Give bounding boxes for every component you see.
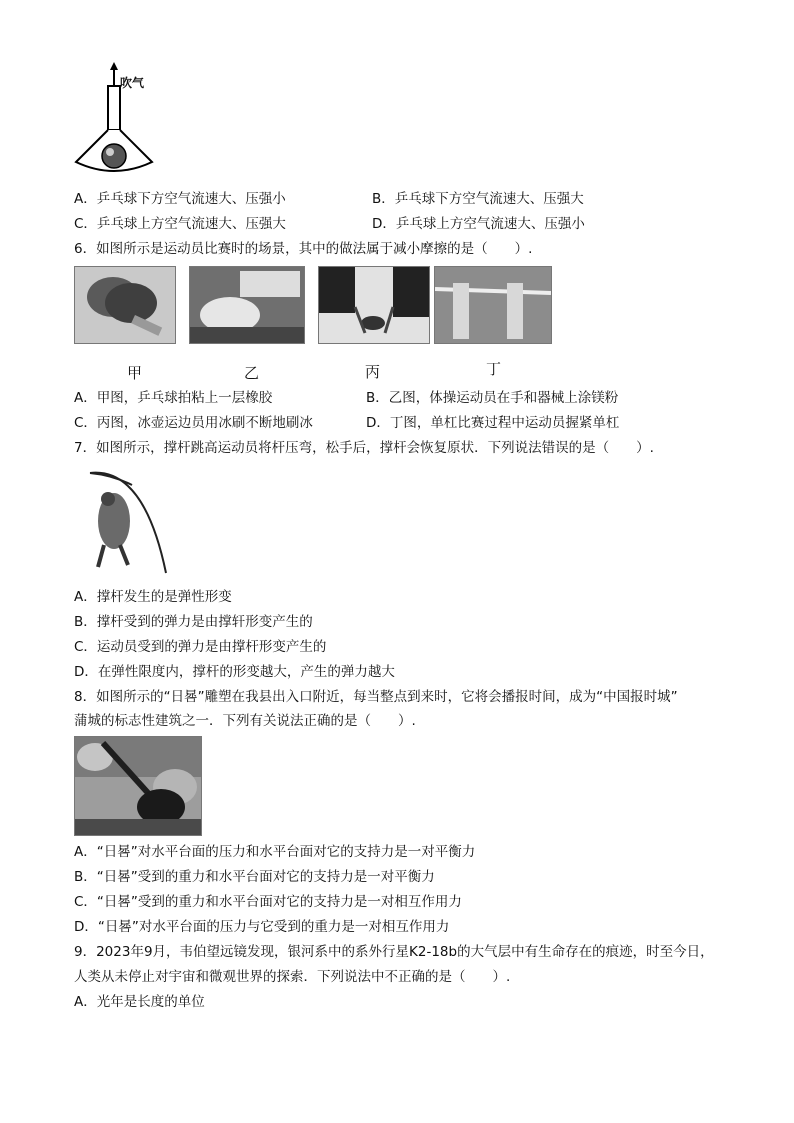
q6-photo-paddles [74,266,176,344]
q7-option-d: D．在弹性限度内，撑杆的形变越大，产生的弹力越大 [74,664,395,680]
funnel-tube [108,86,120,130]
q8-option-b: B．“日晷”受到的重力和水平台面对它的支持力是一对平衡力 [74,869,435,885]
q6-photo-curling [318,266,430,344]
q8-stem-line1: 8．如图所示的“日晷”雕塑在我县出入口附近，每当整点到来时，它将会播报时间，成为“中国报时城” [74,689,678,705]
sundial-drawing [75,737,201,835]
q6-caption-yi: 乙 [244,364,260,382]
q5-option-b: B．乒乓球下方空气流速大、压强大 [372,191,584,207]
blow-label: 吹气 [120,76,145,90]
ping-pong-ball [102,144,126,168]
q6-option-a: A．甲图，乒乓球拍粘上一层橡胶 [74,390,273,406]
q6-option-d: D．丁图，单杠比赛过程中运动员握紧单杠 [366,415,620,431]
q9-option-a: A．光年是长度的单位 [74,994,205,1010]
q6-caption-ding: 丁 [486,360,502,378]
air-arrow-head [110,62,118,70]
bar-drawing [435,267,551,343]
ball-highlight [106,148,114,156]
q5-option-d: D．乒乓球上方空气流速大、压强小 [372,216,585,232]
q5-option-c: C．乒乓球上方空气流速大、压强大 [74,216,286,232]
q7-stem: 7．如图所示，撑杆跳高运动员将杆压弯，松手后，撑杆会恢复原状．下列说法错误的是（ ）. [74,440,654,456]
q7-option-a: A．撑杆发生的是弹性形变 [74,589,232,605]
q6-stem: 6．如图所示是运动员比赛时的场景，其中的做法属于减小摩擦的是（ ）. [74,241,533,257]
q9-stem-line1: 9．2023年9月，韦伯望远镜发现，银河系中的系外行星K2-18b的大气层中有生命存在的痕迹，时至今日， [74,944,714,960]
paddles-drawing [75,267,175,343]
q8-option-c: C．“日晷”受到的重力和水平台面对它的支持力是一对相互作用力 [74,894,462,910]
q8-stem-line2: 蒲城的标志性建筑之一．下列有关说法正确的是（ ）. [74,713,416,729]
q6-caption-jia: 甲 [127,364,143,382]
pole-vault-figure [74,465,174,577]
q6-option-c: C．丙图，冰壶运边员用冰刷不断地刷冰 [74,415,313,431]
q6-option-b: B．乙图，体操运动员在手和器械上涂镁粉 [366,390,619,406]
q8-option-a: A．“日晷”对水平台面的压力和水平台面对它的支持力是一对平衡力 [74,844,476,860]
q7-option-c: C．运动员受到的弹力是由撑杆形变产生的 [74,639,327,655]
q7-option-b: B．撑杆受到的弹力是由撑轩形变产生的 [74,614,313,630]
q6-photo-chalk [189,266,305,344]
q5-option-a: A．乒乓球下方空气流速大、压强小 [74,191,286,207]
chalk-drawing [190,267,304,343]
q9-stem-line2: 人类从未停止对宇宙和微观世界的探索．下列说法中不正确的是（ ）. [74,969,511,985]
sundial-photo [74,736,202,836]
q6-caption-bing: 丙 [365,363,381,381]
funnel-drawing [70,62,160,180]
q8-option-d: D．“日晷”对水平台面的压力与它受到的重力是一对相互作用力 [74,919,450,935]
q6-photo-bar [434,266,552,344]
funnel-figure [70,62,160,180]
pole-vault-drawing [74,465,174,577]
curling-drawing [319,267,429,343]
